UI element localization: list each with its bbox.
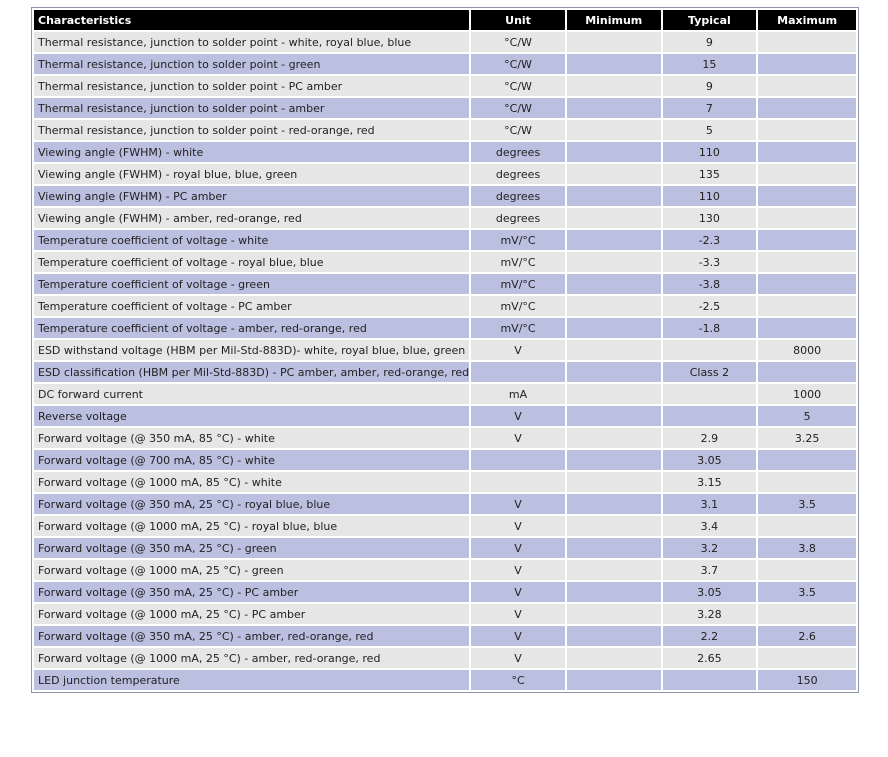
cell-typical: 7 <box>663 98 757 118</box>
table-row <box>34 318 856 338</box>
cell-typical: 3.1 <box>663 494 757 514</box>
table-header <box>34 10 856 30</box>
table-row <box>34 384 856 404</box>
cell-unit: °C/W <box>471 76 565 96</box>
cell-minimum <box>567 494 661 514</box>
cell-minimum <box>567 428 661 448</box>
cell-minimum <box>567 582 661 602</box>
table-row <box>34 296 856 316</box>
cell-typical: 110 <box>663 186 757 206</box>
cell-unit: V <box>471 604 565 624</box>
cell-unit: V <box>471 428 565 448</box>
cell-typical <box>663 670 757 690</box>
header-minimum: Minimum <box>567 10 661 30</box>
cell-minimum <box>567 560 661 580</box>
cell-characteristic: Viewing angle (FWHM) - amber, red-orange, red <box>34 208 469 228</box>
cell-unit: °C/W <box>471 32 565 52</box>
cell-maximum <box>758 230 856 250</box>
cell-unit <box>471 362 565 382</box>
cell-unit <box>471 472 565 492</box>
cell-characteristic: Thermal resistance, junction to solder point - PC amber <box>34 76 469 96</box>
cell-minimum <box>567 230 661 250</box>
characteristics-table <box>32 8 858 692</box>
cell-maximum <box>758 54 856 74</box>
cell-unit: degrees <box>471 208 565 228</box>
table-row <box>34 76 856 96</box>
characteristics-table-container <box>31 7 859 693</box>
cell-characteristic: Forward voltage (@ 1000 mA, 85 °C) - white <box>34 472 469 492</box>
cell-characteristic: Forward voltage (@ 700 mA, 85 °C) - white <box>34 450 469 470</box>
cell-minimum <box>567 54 661 74</box>
cell-typical: -2.5 <box>663 296 757 316</box>
cell-unit: mA <box>471 384 565 404</box>
cell-maximum <box>758 186 856 206</box>
cell-minimum <box>567 362 661 382</box>
cell-maximum <box>758 120 856 140</box>
cell-unit: mV/°C <box>471 318 565 338</box>
cell-maximum <box>758 604 856 624</box>
cell-maximum: 5 <box>758 406 856 426</box>
cell-characteristic: Temperature coefficient of voltage - green <box>34 274 469 294</box>
cell-maximum <box>758 274 856 294</box>
table-body <box>34 32 856 690</box>
cell-characteristic: Temperature coefficient of voltage - royal blue, blue <box>34 252 469 272</box>
cell-minimum <box>567 516 661 536</box>
cell-minimum <box>567 450 661 470</box>
table-row <box>34 604 856 624</box>
cell-maximum <box>758 76 856 96</box>
table-row <box>34 230 856 250</box>
cell-minimum <box>567 296 661 316</box>
cell-typical: 3.15 <box>663 472 757 492</box>
cell-characteristic: Reverse voltage <box>34 406 469 426</box>
cell-unit: °C/W <box>471 98 565 118</box>
cell-typical: 3.2 <box>663 538 757 558</box>
table-row <box>34 472 856 492</box>
cell-maximum <box>758 648 856 668</box>
cell-maximum: 3.8 <box>758 538 856 558</box>
cell-unit: °C/W <box>471 54 565 74</box>
cell-typical: 5 <box>663 120 757 140</box>
cell-minimum <box>567 120 661 140</box>
cell-maximum <box>758 98 856 118</box>
cell-typical <box>663 340 757 360</box>
table-row <box>34 494 856 514</box>
cell-characteristic: Temperature coefficient of voltage - white <box>34 230 469 250</box>
cell-minimum <box>567 538 661 558</box>
cell-typical <box>663 384 757 404</box>
cell-maximum <box>758 472 856 492</box>
cell-minimum <box>567 472 661 492</box>
table-row <box>34 670 856 690</box>
cell-minimum <box>567 670 661 690</box>
cell-typical: -3.8 <box>663 274 757 294</box>
cell-minimum <box>567 274 661 294</box>
cell-unit: °C <box>471 670 565 690</box>
cell-characteristic: Thermal resistance, junction to solder point - red-orange, red <box>34 120 469 140</box>
cell-typical <box>663 406 757 426</box>
cell-minimum <box>567 164 661 184</box>
cell-minimum <box>567 648 661 668</box>
cell-maximum <box>758 516 856 536</box>
cell-typical: 2.9 <box>663 428 757 448</box>
cell-maximum <box>758 450 856 470</box>
cell-characteristic: Viewing angle (FWHM) - white <box>34 142 469 162</box>
cell-minimum <box>567 340 661 360</box>
table-row <box>34 582 856 602</box>
cell-minimum <box>567 604 661 624</box>
table-row <box>34 164 856 184</box>
cell-characteristic: Viewing angle (FWHM) - royal blue, blue, green <box>34 164 469 184</box>
table-row <box>34 362 856 382</box>
cell-characteristic: Forward voltage (@ 350 mA, 85 °C) - white <box>34 428 469 448</box>
table-row <box>34 274 856 294</box>
table-row <box>34 560 856 580</box>
cell-characteristic: ESD withstand voltage (HBM per Mil-Std-883D)- white, royal blue, blue, green <box>34 340 469 360</box>
header-unit: Unit <box>471 10 565 30</box>
cell-maximum <box>758 362 856 382</box>
cell-minimum <box>567 406 661 426</box>
cell-characteristic: Thermal resistance, junction to solder point - amber <box>34 98 469 118</box>
cell-unit: degrees <box>471 186 565 206</box>
cell-unit: V <box>471 340 565 360</box>
cell-maximum: 3.5 <box>758 582 856 602</box>
cell-unit: mV/°C <box>471 274 565 294</box>
cell-minimum <box>567 32 661 52</box>
cell-characteristic: ESD classification (HBM per Mil-Std-883D) - PC amber, amber, red-orange, red <box>34 362 469 382</box>
table-row <box>34 648 856 668</box>
cell-minimum <box>567 384 661 404</box>
cell-maximum: 2.6 <box>758 626 856 646</box>
cell-typical: -1.8 <box>663 318 757 338</box>
cell-characteristic: Forward voltage (@ 1000 mA, 25 °C) - amber, red-orange, red <box>34 648 469 668</box>
cell-characteristic: Temperature coefficient of voltage - amber, red-orange, red <box>34 318 469 338</box>
cell-characteristic: Forward voltage (@ 1000 mA, 25 °C) - green <box>34 560 469 580</box>
cell-unit: V <box>471 538 565 558</box>
cell-unit: °C/W <box>471 120 565 140</box>
cell-characteristic: Forward voltage (@ 350 mA, 25 °C) - PC amber <box>34 582 469 602</box>
cell-characteristic: Viewing angle (FWHM) - PC amber <box>34 186 469 206</box>
cell-minimum <box>567 76 661 96</box>
cell-unit: V <box>471 494 565 514</box>
cell-typical: 3.4 <box>663 516 757 536</box>
cell-typical: -3.3 <box>663 252 757 272</box>
cell-minimum <box>567 318 661 338</box>
cell-typical: 110 <box>663 142 757 162</box>
cell-minimum <box>567 626 661 646</box>
cell-maximum: 8000 <box>758 340 856 360</box>
cell-maximum: 150 <box>758 670 856 690</box>
cell-typical: 3.05 <box>663 450 757 470</box>
cell-unit: V <box>471 560 565 580</box>
cell-maximum <box>758 208 856 228</box>
cell-characteristic: Forward voltage (@ 1000 mA, 25 °C) - PC amber <box>34 604 469 624</box>
header-maximum: Maximum <box>758 10 856 30</box>
cell-typical: 135 <box>663 164 757 184</box>
cell-maximum <box>758 560 856 580</box>
cell-typical: 9 <box>663 32 757 52</box>
cell-minimum <box>567 98 661 118</box>
cell-minimum <box>567 208 661 228</box>
cell-unit: mV/°C <box>471 296 565 316</box>
cell-maximum: 3.5 <box>758 494 856 514</box>
cell-maximum <box>758 32 856 52</box>
table-row <box>34 98 856 118</box>
cell-maximum <box>758 252 856 272</box>
cell-characteristic: DC forward current <box>34 384 469 404</box>
table-row <box>34 450 856 470</box>
cell-unit: mV/°C <box>471 252 565 272</box>
table-row <box>34 516 856 536</box>
table-row <box>34 538 856 558</box>
cell-maximum <box>758 142 856 162</box>
cell-maximum <box>758 296 856 316</box>
table-row <box>34 32 856 52</box>
header-typical: Typical <box>663 10 757 30</box>
cell-unit: mV/°C <box>471 230 565 250</box>
cell-characteristic: Forward voltage (@ 1000 mA, 25 °C) - royal blue, blue <box>34 516 469 536</box>
table-row <box>34 252 856 272</box>
cell-typical: 2.2 <box>663 626 757 646</box>
cell-maximum: 1000 <box>758 384 856 404</box>
table-row <box>34 626 856 646</box>
cell-characteristic: Thermal resistance, junction to solder point - green <box>34 54 469 74</box>
cell-unit: V <box>471 648 565 668</box>
cell-unit: V <box>471 516 565 536</box>
cell-characteristic: Forward voltage (@ 350 mA, 25 °C) - green <box>34 538 469 558</box>
table-row <box>34 120 856 140</box>
cell-characteristic: Forward voltage (@ 350 mA, 25 °C) - amber, red-orange, red <box>34 626 469 646</box>
cell-unit: V <box>471 406 565 426</box>
cell-typical: 3.28 <box>663 604 757 624</box>
cell-minimum <box>567 142 661 162</box>
cell-typical: Class 2 <box>663 362 757 382</box>
cell-unit: V <box>471 626 565 646</box>
table-row <box>34 186 856 206</box>
cell-typical: 3.05 <box>663 582 757 602</box>
table-row <box>34 142 856 162</box>
cell-characteristic: LED junction temperature <box>34 670 469 690</box>
cell-unit: degrees <box>471 142 565 162</box>
cell-characteristic: Temperature coefficient of voltage - PC amber <box>34 296 469 316</box>
cell-minimum <box>567 252 661 272</box>
cell-unit: V <box>471 582 565 602</box>
cell-typical: 3.7 <box>663 560 757 580</box>
table-row <box>34 54 856 74</box>
header-characteristics: Characteristics <box>34 10 469 30</box>
table-row <box>34 340 856 360</box>
cell-typical: 130 <box>663 208 757 228</box>
table-row <box>34 406 856 426</box>
cell-characteristic: Thermal resistance, junction to solder point - white, royal blue, blue <box>34 32 469 52</box>
cell-unit: degrees <box>471 164 565 184</box>
table-row <box>34 208 856 228</box>
table-row <box>34 428 856 448</box>
cell-typical: -2.3 <box>663 230 757 250</box>
cell-maximum <box>758 318 856 338</box>
cell-minimum <box>567 186 661 206</box>
header-row <box>34 10 856 30</box>
cell-unit <box>471 450 565 470</box>
cell-typical: 9 <box>663 76 757 96</box>
cell-maximum <box>758 164 856 184</box>
cell-characteristic: Forward voltage (@ 350 mA, 25 °C) - royal blue, blue <box>34 494 469 514</box>
cell-maximum: 3.25 <box>758 428 856 448</box>
cell-typical: 15 <box>663 54 757 74</box>
cell-typical: 2.65 <box>663 648 757 668</box>
